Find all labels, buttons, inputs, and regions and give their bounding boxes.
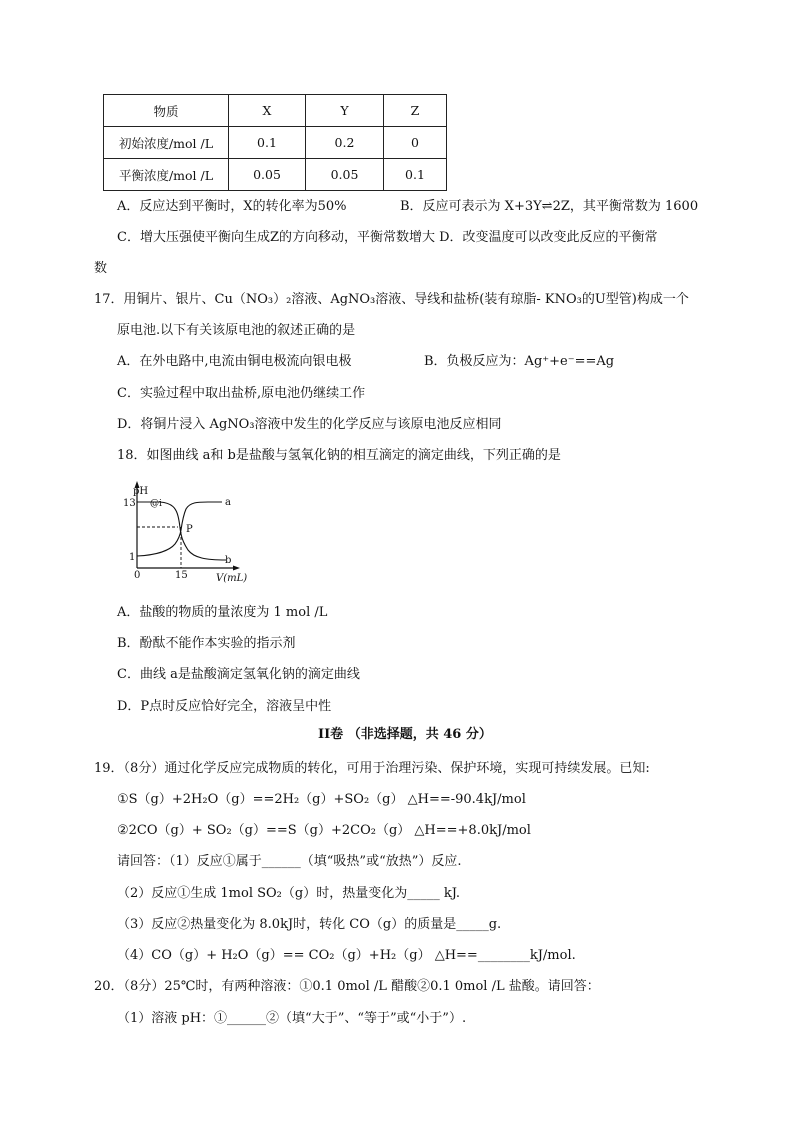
q18-option-c: C．曲线 a是盐酸滴定氢氧化钠的滴定曲线 <box>117 667 360 682</box>
section-heading: II卷 （非选择题，共 46 分） <box>318 727 492 742</box>
table-cell: 0.1 <box>384 159 447 191</box>
table-cell: 0.05 <box>229 159 306 191</box>
x-axis-arrow-icon <box>233 566 240 571</box>
titration-curve-graph <box>120 478 260 586</box>
q19-stem: 19．（8分）通过化学反应完成物质的转化，可用于治理污染、保护环境，实现可持续发展。已知: <box>94 761 650 776</box>
q19-question-4: （4）CO（g）+ H₂O（g）== CO₂（g）+H₂（g） △H==________kJ/mol. <box>117 948 576 963</box>
point-p-label: P <box>186 524 193 535</box>
table-cell: 0 <box>384 127 447 159</box>
q16-option-b: B．反应可表示为 X+3Y⇌2Z，其平衡常数为 1600 <box>400 199 699 214</box>
table-cell: 0.2 <box>306 127 384 159</box>
q20-question-1: （1）溶液 pH：①______②（填“大于”、“等于”或“小于”）. <box>117 1011 467 1026</box>
q17-option-b: B．负极反应为：Ag⁺+e⁻==Ag <box>424 354 615 369</box>
table-row <box>104 127 447 159</box>
q16-option-a: A．反应达到平衡时，X的转化率为50% <box>117 199 347 214</box>
q16-option-cd-continued: 数 <box>94 261 108 276</box>
q19-equation-1: ①S（g）+2H₂O（g）==2H₂（g）+SO₂（g） △H==-90.4kJ/mol <box>117 792 526 807</box>
q18-stem: 18．如图曲线 a和 b是盐酸与氢氧化钠的相互滴定的滴定曲线，下列正确的是 <box>117 448 561 463</box>
table-cell: 0.1 <box>229 127 306 159</box>
x-tick-15: 15 <box>175 570 188 581</box>
q16-option-cd: C．增大压强使平衡向生成Z的方向移动，平衡常数增大 D．改变温度可以改变此反应的平衡常 <box>117 230 658 245</box>
y-tick-13: 13 <box>123 498 136 509</box>
curve-b-label: b <box>225 555 232 566</box>
y-axis-label: pH <box>133 486 149 497</box>
concentration-table <box>103 94 447 191</box>
q18-option-b: B．酚酞不能作本实验的指示剂 <box>117 636 296 651</box>
q19-question-2: （2）反应①生成 1mol SO₂（g）时，热量变化为_____ kJ. <box>117 886 461 901</box>
x-tick-0: 0 <box>134 570 141 581</box>
table-header-cell: Z <box>384 95 447 127</box>
q17-option-a: A．在外电路中,电流由铜电极流向银电极 <box>117 354 352 369</box>
q17-option-d: D．将铜片浸入 AgNO₃溶液中发生的化学反应与该原电池反应相同 <box>117 417 502 432</box>
q20-stem: 20．（8分）25℃时，有两种溶液：①0.1 0mol /L 醋酸②0.1 0mol /L 盐酸。请回答： <box>94 979 600 994</box>
curve-b <box>160 502 226 560</box>
table-header-cell: 物质 <box>104 95 229 127</box>
q17-stem: 17．用铜片、银片、Cu（NO₃）₂溶液、AgNO₃溶液、导线和盐桥(装有琼脂- KNO₃的U型管)构成一个 <box>94 292 689 307</box>
curve-a <box>137 502 208 556</box>
table-header-row <box>104 95 447 127</box>
table-cell: 初始浓度/mol /L <box>104 127 229 159</box>
table-header-cell: X <box>229 95 306 127</box>
q18-option-a: A．盐酸的物质的量浓度为 1 mol /L <box>117 605 328 620</box>
q19-question-1: 请回答：（1）反应①属于______（填“吸热”或“放热”）反应. <box>117 854 462 869</box>
x-axis-label: V(mL) <box>216 573 248 584</box>
table-header-cell: Y <box>306 95 384 127</box>
curve-marker-label: @i <box>150 499 162 509</box>
table-cell: 0.05 <box>306 159 384 191</box>
q17-option-c: C．实验过程中取出盐桥,原电池仍继续工作 <box>117 386 366 401</box>
q19-question-3: （3）反应②热量变化为 8.0kJ时，转化 CO（g）的质量是_____g. <box>117 917 502 932</box>
q18-option-d: D．P点时反应恰好完全，溶液呈中性 <box>117 699 332 714</box>
table-cell: 平衡浓度/mol /L <box>104 159 229 191</box>
q17-stem-continued: 原电池.以下有关该原电池的叙述正确的是 <box>117 323 356 338</box>
y-tick-1: 1 <box>129 552 136 563</box>
curve-a-label: a <box>225 497 231 508</box>
q19-equation-2: ②2CO（g）+ SO₂（g）==S（g）+2CO₂（g） △H==+8.0kJ/mol <box>117 823 531 838</box>
table-row <box>104 159 447 191</box>
